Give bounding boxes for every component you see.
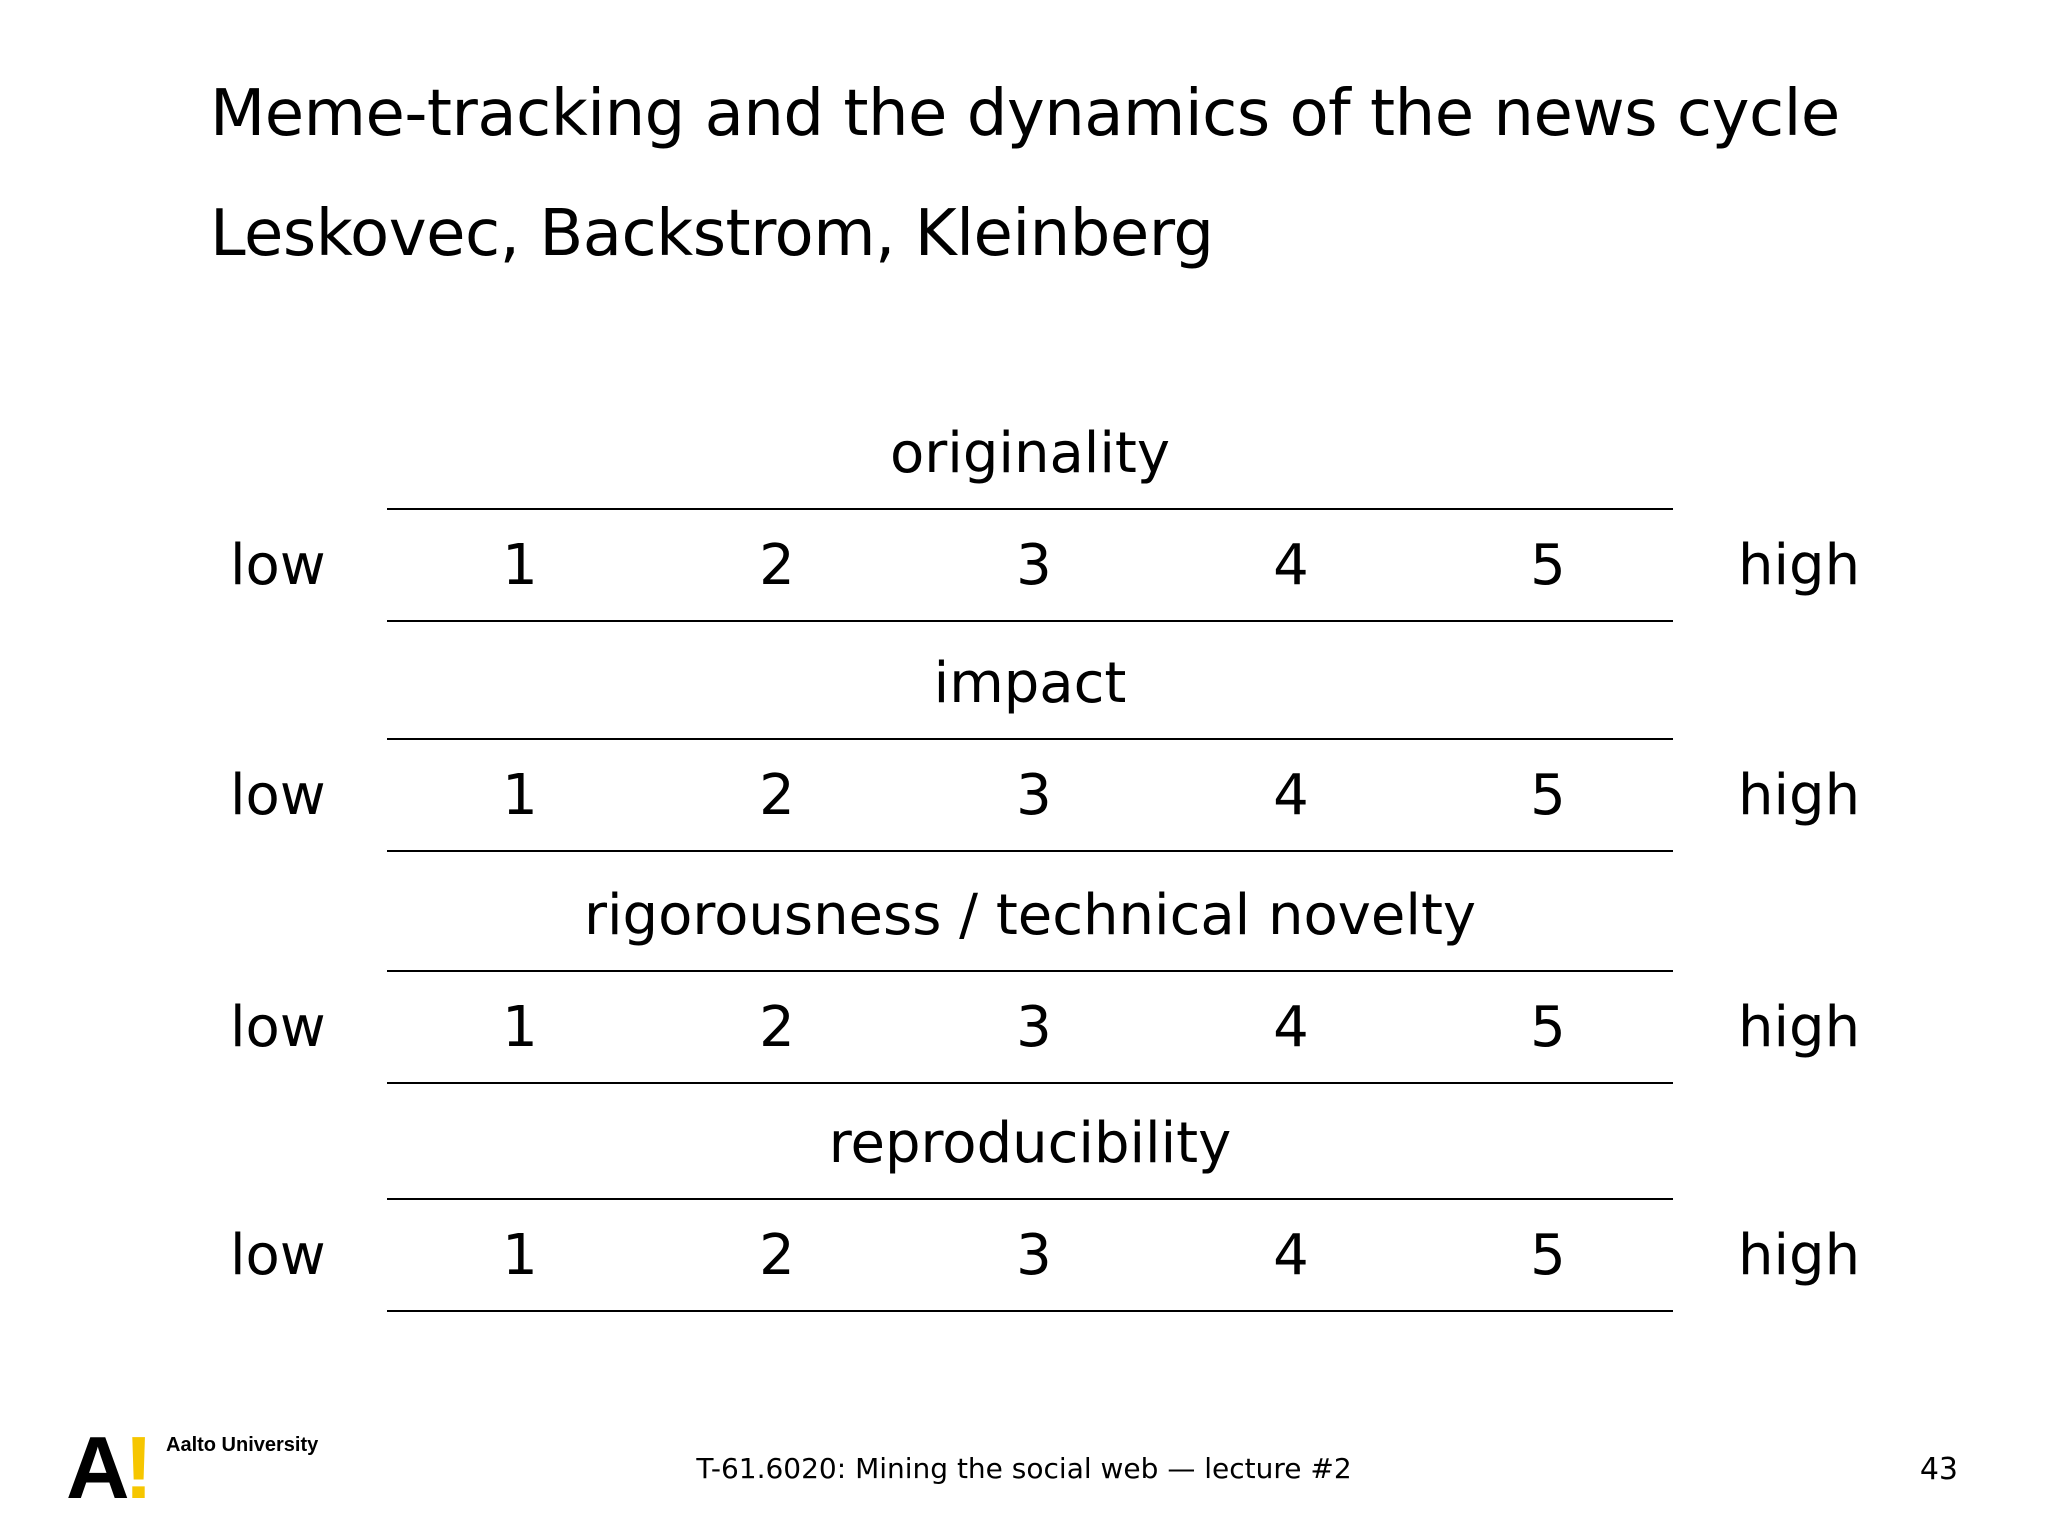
scale-value-4: 4 — [1273, 533, 1309, 598]
scale-low-label: low — [230, 995, 326, 1060]
scale-top-rule — [387, 738, 1673, 740]
scale-top-rule — [387, 508, 1673, 510]
scale-value-1: 1 — [502, 763, 538, 828]
scale-name: impact — [933, 651, 1127, 716]
scale-name: reproducibility — [828, 1111, 1232, 1176]
course-footer: T-61.6020: Mining the social web — lecture #2 — [696, 1452, 1352, 1485]
scale-value-4: 4 — [1273, 1223, 1309, 1288]
scale-top-rule — [387, 1198, 1673, 1200]
scale-bottom-rule — [387, 620, 1673, 622]
scale-value-5: 5 — [1530, 995, 1566, 1060]
scale-low-label: low — [230, 533, 326, 598]
scale-value-1: 1 — [502, 995, 538, 1060]
scale-high-label: high — [1738, 1223, 1861, 1288]
university-name: Aalto University — [166, 1434, 319, 1456]
scale-bottom-rule — [387, 850, 1673, 852]
scale-low-label: low — [230, 763, 326, 828]
rating-scale-originality — [0, 414, 2048, 634]
scale-bottom-rule — [387, 1082, 1673, 1084]
scale-value-4: 4 — [1273, 995, 1309, 1060]
page-number: 43 — [1919, 1452, 1958, 1487]
slide-title: Meme-tracking and the dynamics of the news cycle — [210, 77, 1840, 151]
scale-value-3: 3 — [1016, 763, 1052, 828]
aalto-logo — [66, 1428, 156, 1500]
scale-value-1: 1 — [502, 1223, 538, 1288]
scale-top-rule — [387, 970, 1673, 972]
scale-value-4: 4 — [1273, 763, 1309, 828]
scale-value-3: 3 — [1016, 1223, 1052, 1288]
scale-high-label: high — [1738, 763, 1861, 828]
scale-value-2: 2 — [759, 763, 795, 828]
scale-high-label: high — [1738, 533, 1861, 598]
rating-scale-rigorousness — [0, 876, 2048, 1096]
rating-scale-reproducibility — [0, 1104, 2048, 1324]
scale-value-5: 5 — [1530, 763, 1566, 828]
scale-value-2: 2 — [759, 995, 795, 1060]
slide-authors: Leskovec, Backstrom, Kleinberg — [210, 197, 1214, 271]
scale-name: rigorousness / technical novelty — [583, 883, 1477, 948]
scale-name: originality — [890, 421, 1170, 486]
logo-exclamation-mark: ! — [124, 1428, 154, 1500]
scale-value-1: 1 — [502, 533, 538, 598]
logo-letter: A — [66, 1428, 130, 1500]
rating-scale-impact — [0, 644, 2048, 864]
scale-high-label: high — [1738, 995, 1861, 1060]
scale-value-5: 5 — [1530, 533, 1566, 598]
scale-value-2: 2 — [759, 533, 795, 598]
scale-value-2: 2 — [759, 1223, 795, 1288]
scale-value-3: 3 — [1016, 995, 1052, 1060]
scale-bottom-rule — [387, 1310, 1673, 1312]
scale-low-label: low — [230, 1223, 326, 1288]
scale-value-3: 3 — [1016, 533, 1052, 598]
scale-value-5: 5 — [1530, 1223, 1566, 1288]
